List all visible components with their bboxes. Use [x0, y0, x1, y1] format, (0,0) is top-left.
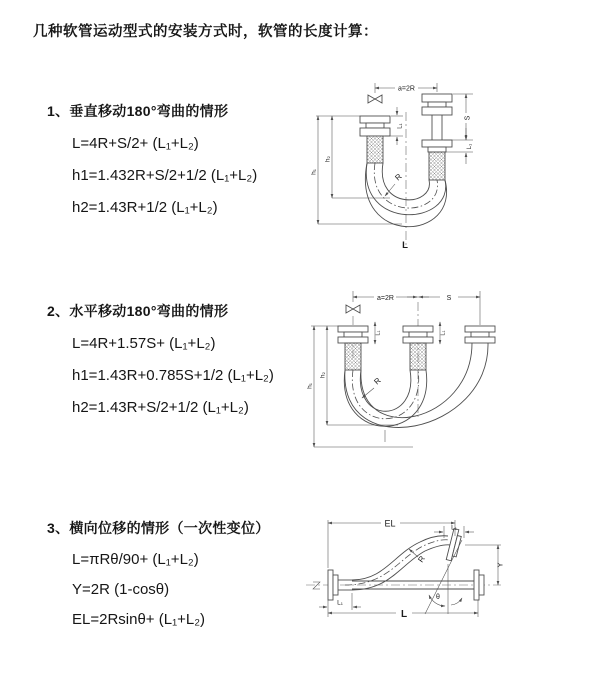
section-1	[47, 101, 257, 223]
dim-label-l1: L₁	[451, 524, 457, 532]
dim-label-l: L	[402, 240, 408, 251]
section-3	[47, 518, 270, 634]
section-2-formulas	[72, 327, 274, 423]
diagram-lateral-displacement	[298, 498, 600, 663]
braided-section	[367, 136, 383, 163]
dim-label-s: S	[446, 294, 452, 302]
formula-line: h2=1.43R+1/2 (L₁+L₂)	[72, 198, 218, 216]
dim-label-r: R	[393, 171, 404, 183]
page-title: 几种软管运动型式的安装方式时，软管的长度计算：	[33, 24, 378, 40]
braided-section	[410, 343, 426, 370]
dimension-l	[328, 600, 478, 620]
section-1-formulas	[72, 127, 257, 223]
dim-label-l1: L₁	[375, 330, 382, 336]
dim-label-h1: h₁	[310, 169, 318, 175]
dim-label-r: R	[416, 554, 427, 565]
formula-line: L=4R+S/2+ (L₁+L₂)	[72, 134, 199, 152]
dim-label-y: Y	[495, 562, 505, 568]
dim-label-l1: L₁	[337, 599, 343, 607]
formula-line: EL=2Rsinθ+ (L₁+L₂)	[72, 610, 206, 628]
dim-label-theta: θ	[436, 594, 440, 601]
radius-callout	[362, 376, 383, 398]
dim-label-r: R	[372, 375, 383, 387]
hose-s-curve	[345, 536, 451, 590]
formula-line: h2=1.43R+S/2+1/2 (L₁+L₂)	[72, 398, 249, 416]
dimension-s-l1	[444, 94, 473, 164]
dimension-l1-middle	[440, 322, 447, 344]
formula-line: Y=2R (1-cosθ)	[72, 580, 170, 598]
formula-line: L=πRθ/90+ (L₁+L₂)	[72, 550, 199, 568]
dim-label-h2: h₂	[319, 371, 327, 379]
dim-label-l1: L₁	[467, 143, 473, 150]
dimension-l1-left	[385, 107, 404, 145]
section-2-heading: 2、水平移动180°弯曲的情形	[47, 303, 229, 319]
section-2	[47, 301, 274, 423]
left-hose-fitting	[360, 116, 390, 163]
dim-label-l1: L₁	[440, 330, 447, 336]
section-3-formulas	[72, 544, 270, 634]
braided-section	[429, 152, 445, 180]
section-3-heading: 3、横向位移的情形（一次性变位）	[47, 520, 270, 536]
dim-label-el: EL	[384, 518, 396, 529]
dim-label-s: S	[464, 115, 472, 121]
break-mark-icon	[313, 582, 320, 589]
dim-label-a2r: a=2R	[377, 294, 394, 302]
dim-label-h1: h₁	[306, 383, 314, 389]
right-hose-fitting	[465, 326, 495, 343]
formula-line: h1=1.43R+0.785S+1/2 (L₁+L₂)	[72, 366, 274, 384]
dimension-el	[328, 519, 455, 569]
dim-label-h2: h₂	[324, 155, 332, 163]
right-hose-fitting	[422, 94, 452, 180]
dimension-y	[465, 545, 505, 585]
dim-label-l: L	[400, 609, 408, 620]
dimension-l1-left	[375, 322, 382, 344]
dim-label-a2r: a=2R	[398, 85, 415, 93]
formula-line: h1=1.432R+S/2+1/2 (L₁+L₂)	[72, 166, 258, 184]
diagram-vertical-180	[305, 72, 595, 257]
radius-callout	[385, 172, 404, 196]
left-hose-fitting	[338, 326, 368, 370]
braided-section	[345, 343, 361, 370]
dim-label-l1: L₁	[397, 123, 404, 129]
valve-icon	[368, 95, 382, 103]
valve-icon	[346, 305, 360, 313]
dimension-l1-bottom	[319, 593, 361, 610]
dimension-a2r-s	[353, 291, 480, 325]
section-1-heading: 1、垂直移动180°弯曲的情形	[47, 103, 229, 119]
dimension-a2r	[375, 83, 437, 93]
formula-line: L=4R+1.57S+ (L₁+L₂)	[72, 334, 216, 352]
diagram-horizontal-180	[303, 282, 598, 462]
angle-theta	[425, 540, 462, 614]
middle-hose-fitting	[403, 326, 433, 370]
